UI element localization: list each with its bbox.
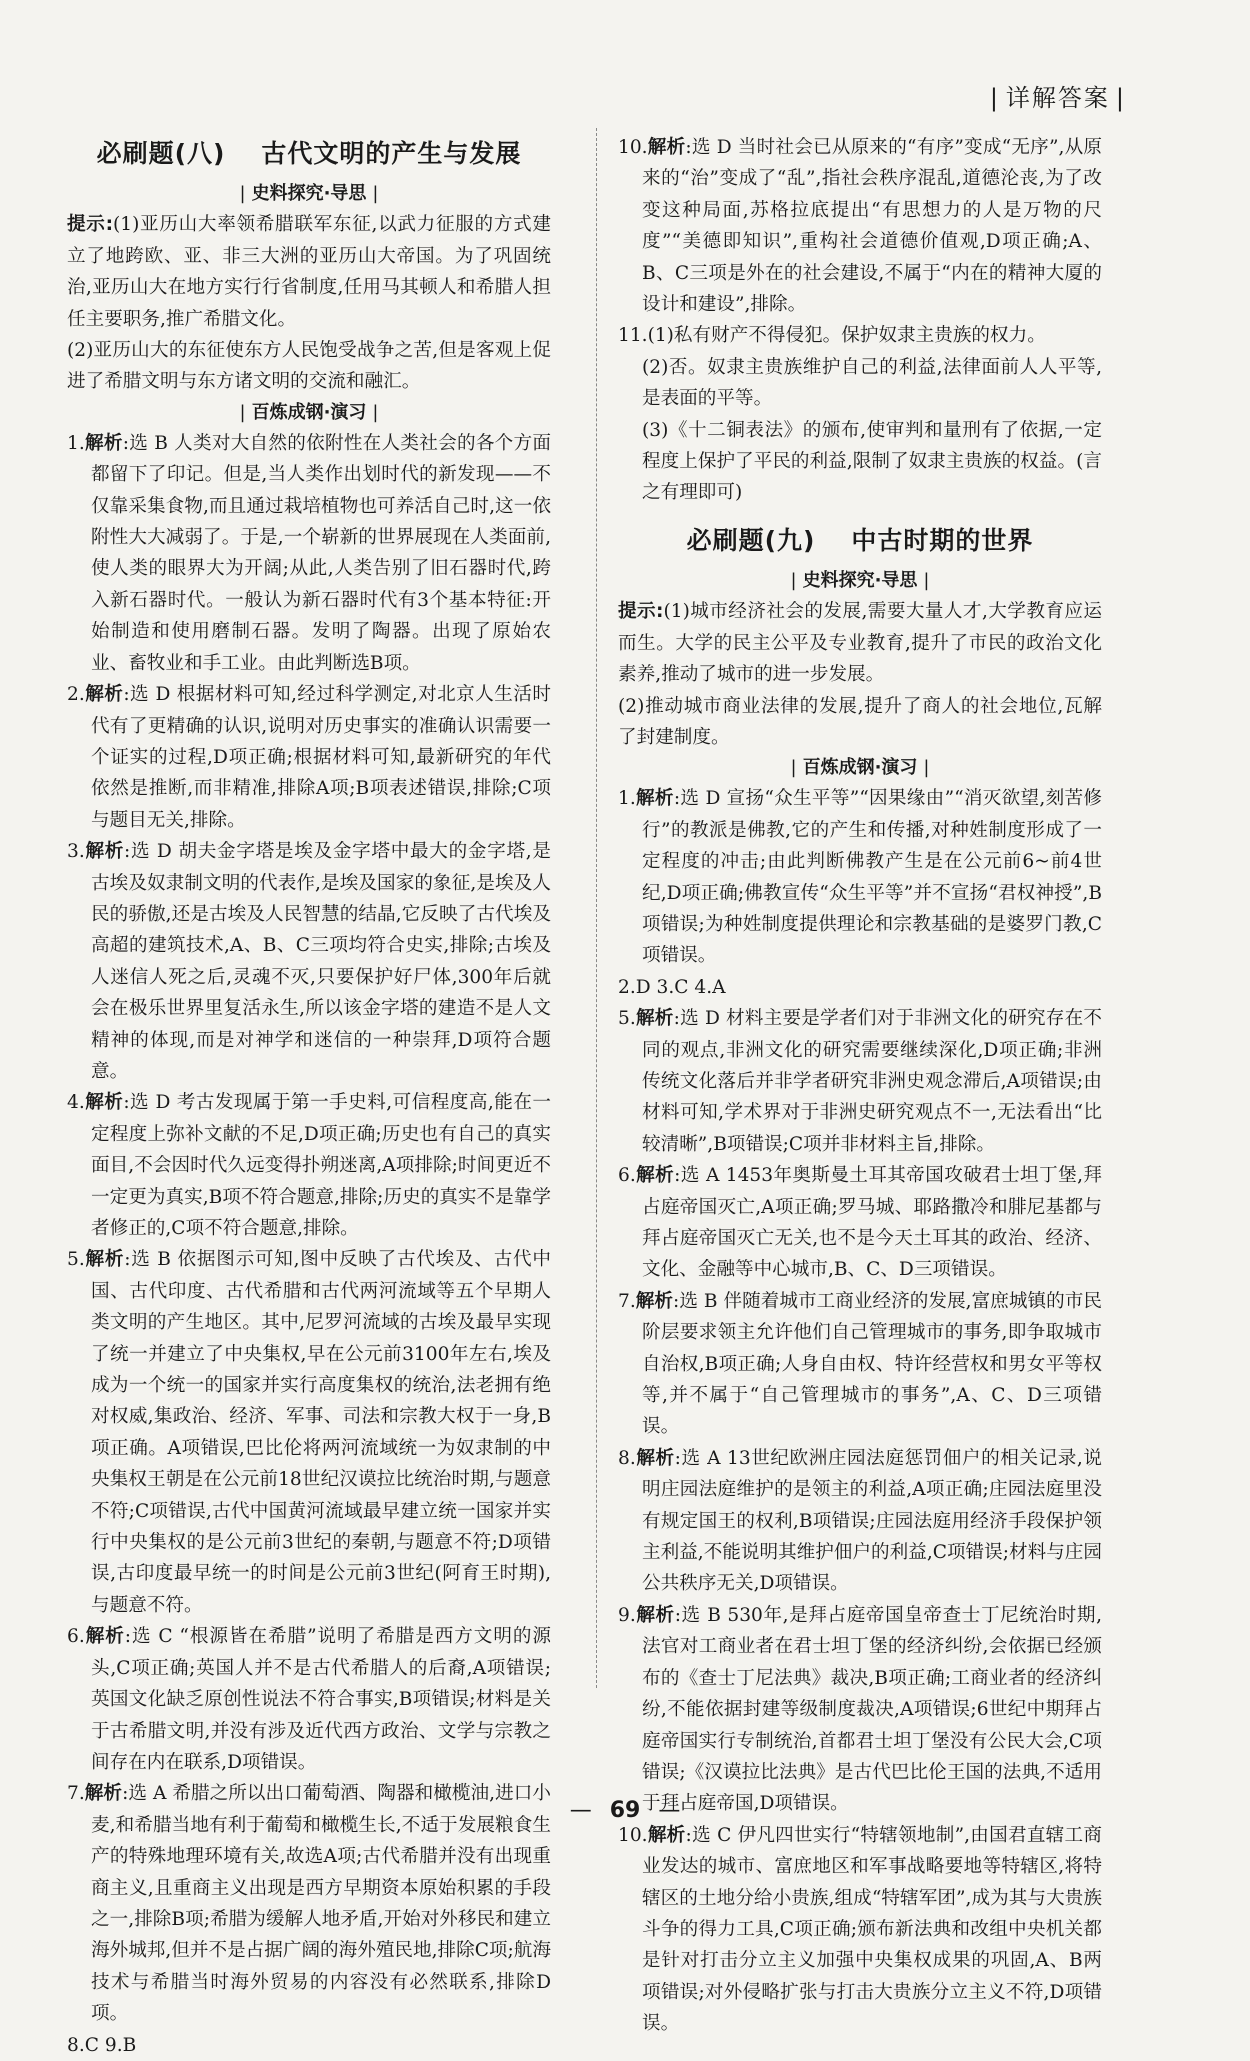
section-number: 必刷题(九) — [686, 525, 816, 555]
item-text: :选 D 考古发现属于第一手史料,可信程度高,能在一定程度上弥补文献的不足,D项正确;历史也有自己的真实面目,不会因时代久远变得扑朔迷离,A项排除;时间更近不一定更为真实,B项不符合题意,排除;历史的真实不是靠学者修正的,C项不符合题意,排除。 — [91, 1092, 551, 1239]
analysis-label: 解析 — [84, 684, 124, 706]
answer-item — [618, 1160, 1102, 1286]
answer-item — [618, 1003, 1102, 1160]
sub-heading-practice: | 百炼成钢·演习 | — [67, 398, 551, 428]
right-column — [618, 132, 1102, 2040]
answer-item — [67, 1244, 551, 1621]
item-text: :选 C “根源皆在希腊”说明了希腊是西方文明的源头,C项正确;英国人并不是古代希腊人的后裔,A项错误;英国文化缺乏原创性说法不符合事实,B项错误;材料是关于古希腊文明,并没有涉及近代西方政治、文学与宗教之间存在内在联系,D项错误。 — [91, 1626, 551, 1773]
item-text: :选 D 胡夫金字塔是埃及金字塔中最大的金字塔,是古埃及奴隶制文明的代表作,是埃及国家的象征,是埃及人民的骄傲,还是古埃及人民智慧的结晶,它反映了古代埃及高超的建筑技术,A、B、C三项均符合史实,排除;古埃及人迷信人死之后,灵魂不灭,只要保护好尸体,300年后就会在极乐世界里复活永生,所以该金字塔的建造不是人文精神的体现,而是对神学和迷信的一种崇拜,D项符合题意。 — [91, 841, 551, 1082]
answer-item — [618, 1286, 1102, 1443]
item-number: 10. — [618, 137, 648, 158]
answer-item — [618, 132, 1102, 320]
item-text: :选 B 530年,是拜占庭帝国皇帝查士丁尼统治时期,法官对工商业者在君士坦丁堡的经济纠纷,会依据已经颁布的《查士丁尼法典》裁决,B项正确;工商业者的经济纠纷,不能依据封建等级制度裁决,A项错误;6世纪中期拜占庭帝国实行专制统治,首都君士坦丁堡没有公民大会,C项错误;《汉谟拉比法典》是古代巴比伦王国的法典,不适用于拜占庭帝国,D项错误。 — [642, 1604, 1102, 1815]
section-title-8 — [67, 138, 551, 169]
item-number: 1. — [67, 432, 85, 454]
answer-key-header-tag: | 详解答案 | — [984, 78, 1132, 113]
page-number — [0, 1798, 1250, 1823]
hint-paragraph-1 — [618, 596, 1102, 690]
answer-item — [618, 1600, 1102, 1820]
page-number-value: 69 — [609, 1798, 641, 1823]
q11-part-1: 11.(1)私有财产不得侵犯。保护奴隶主贵族的权力。 — [618, 325, 1046, 347]
answer-list — [67, 428, 551, 2030]
item-text: :选 B 人类对大自然的依附性在人类社会的各个方面都留下了印记。但是,当人类作出划时代的新发现——不仅靠采集食物,而且通过栽培植物也可养活自己时,这一依附性大大减弱了。于是,一个崭新的世界展现在人类面前,使人类的眼界大为开阔;从此,人类告别了旧石器时代,跨入新石器时代。一般认为新石器时代有3个基本特征:开始制造和使用磨制石器。发明了陶器。出现了原始农业、畜牧业和手工业。由此判断选B项。 — [91, 432, 551, 674]
answer-item — [67, 428, 551, 679]
answer-item — [67, 836, 551, 1087]
q11-part-3: (3)《十二铜表法》的颁布,使审判和量刑有了依据,一定程度上保护了平民的利益,限制了奴隶主贵族的权益。(言之有理即可) — [642, 419, 1102, 504]
section-title-9 — [618, 525, 1102, 556]
analysis-label: 解析 — [647, 1824, 686, 1846]
item-text: :选 C 伊凡四世实行“特辖领地制”,由国君直辖工商业发达的城市、富庶地区和军事战略要地等特辖区,将特辖区的土地分给小贵族,组成“特辖军团”,成为其与大贵族斗争的得力工具,C项正确;颁布新法典和改组中央机关都是针对打击分立主义加强中央集权成果的巩固,A、B两项错误;对外侵略扩张与打击大贵族分立主义不符,D项错误。 — [642, 1824, 1102, 2035]
item-number: 9. — [618, 1604, 636, 1626]
item-number: 10. — [618, 1824, 648, 1846]
short-answers-left: 8.C 9.B — [67, 2034, 137, 2056]
item-number: 4. — [67, 1092, 85, 1114]
analysis-label: 解析 — [647, 137, 686, 158]
item-text: :选 D 宣扬“众生平等”“因果缘由”“消灭欲望,刻苦修行”的教派是佛教,它的产生和传播,对种姓制度形成了一定程度的冲击;由此判断佛教产生是在公元前6~前4世纪,D项正确;佛教宣传“众生平等”并不宣扬“君权神授”,B项错误;为种姓制度提供理论和宗教基础的是婆罗门教,C项错误。 — [642, 788, 1102, 967]
item-number: 5. — [618, 1008, 636, 1030]
answer-item — [618, 1443, 1102, 1600]
sub-heading-inquiry: | 史料探究·导思 | — [618, 566, 1102, 596]
analysis-label: 解析 — [84, 1092, 124, 1114]
analysis-label: 解析 — [84, 1626, 125, 1648]
answer-item — [67, 679, 551, 836]
item-number: 2. — [67, 684, 85, 706]
item-number: 7. — [618, 1290, 636, 1312]
item-number: 1. — [618, 788, 636, 810]
answer-item — [67, 1087, 551, 1244]
analysis-label: 解析 — [635, 1165, 675, 1187]
item-number: 7. — [67, 1783, 85, 1805]
section-topic: 古代文明的产生与发展 — [261, 139, 522, 168]
item-number: 5. — [67, 1249, 85, 1271]
answer-item — [67, 1621, 551, 1778]
item-number: 3. — [67, 841, 85, 863]
hint-paragraph-2: (2)推动城市商业法律的发展,提升了商人的社会地位,瓦解了封建制度。 — [618, 695, 1102, 748]
hint-label: 提示: — [618, 601, 664, 623]
section-topic: 中古时期的世界 — [851, 525, 1034, 555]
item-number: 6. — [618, 1165, 636, 1187]
item-text: :选 A 13世纪欧洲庄园法庭惩罚佃户的相关记录,说明庄园法庭维护的是领主的利益,A项正确;庄园法庭里没有规定国王的权利,B项错误;庄园法庭用经济手段保护领主利益,不能说明其维护佃户的利益,C项错误;材料与庄园公共秩序无关,D项错误。 — [642, 1447, 1102, 1595]
analysis-label: 解析 — [635, 1008, 674, 1030]
section-number: 必刷题(八) — [96, 139, 226, 168]
item-text: :选 D 材料主要是学者们对于非洲文化的研究存在不同的观点,非洲文化的研究需要继续深化,D项正确;非洲传统文化落后并非学者研究非洲史观念滞后,A项错误;由材料可知,学术界对于非洲史研究观点不一,无法看出“比较清晰”,B项错误;C项并非材料主旨,排除。 — [642, 1008, 1102, 1155]
item-text: :选 A 希腊之所以出口葡萄酒、陶器和橄榄油,进口小麦,和希腊当地有利于葡萄和橄榄生长,不适于发展粮食生产的特殊地理环境有关,故选A项;古代希腊并没有出现重商主义,且重商主义出现是西方早期资本原始积累的手段之一,排除B项;希腊为缓解人地矛盾,开始对外移民和建立海外城邦,但并不是占据广阔的海外殖民地,排除C项;航海技术与希腊当时海外贸易的内容没有必然联系,排除D项。 — [91, 1783, 551, 2025]
column-divider — [596, 128, 597, 1688]
sub-heading-practice: | 百炼成钢·演习 | — [618, 753, 1102, 783]
analysis-label: 解析 — [84, 1249, 125, 1271]
hint-text: (1)城市经济社会的发展,需要大量人才,大学教育应运而生。大学的民主公平及专业教育,提升了市民的政治文化素养,推动了城市的进一步发展。 — [618, 601, 1102, 686]
answer-item — [618, 783, 1102, 971]
item-text: :选 B 依据图示可知,图中反映了古代埃及、古代中国、古代印度、古代希腊和古代两河流域等五个早期人类文明的产生地区。其中,尼罗河流域的古埃及最早实现了统一并建立了中央集权,早在公元前3100年左右,埃及成为一个统一的国家并实行高度集权的统治,法老拥有绝对权威,集政治、经济、军事、司法和宗教大权于一身,B项正确。A项错误,巴比伦将两河流域统一为奴隶制的中央集权王朝是在公元前18世纪汉谟拉比统治时期,与题意不符;C项错误,古代中国黄河流域最早建立统一国家并实行中央集权的是公元前3世纪的秦朝,与题意不符;D项错误,古印度最早统一的时间是公元前3世纪(阿育王时期),与题意不符。 — [91, 1249, 551, 1616]
analysis-label: 解析 — [84, 841, 125, 863]
hint-paragraph-1 — [67, 209, 551, 335]
item-text: :选 B 伴随着城市工商业经济的发展,富庶城镇的市民阶层要求领主允许他们自己管理城市的事务,即争取城市自治权,B项正确;人身自由权、特许经营权和男女平等权等,并不属于“自己管理城市的事务”,A、C、D三项错误。 — [642, 1290, 1102, 1438]
sub-heading-inquiry: | 史料探究·导思 | — [67, 179, 551, 209]
left-column — [67, 132, 551, 2061]
item-number: 8. — [618, 1447, 636, 1469]
hint-text: (1)亚历山大率领希腊联军东征,以武力征服的方式建立了地跨欧、亚、非三大洲的亚历山大帝国。为了巩固统治,亚历山大在地方实行行省制度,任用马其顿人和希腊人担任主要职务,推广希腊文化。 — [67, 214, 552, 330]
hint-paragraph-2: (2)亚历山大的东征使东方人民饱受战争之苦,但是客观上促进了希腊文明与东方诸文明的交流和融汇。 — [67, 340, 551, 393]
hint-label: 提示: — [67, 214, 114, 236]
item-number: 6. — [67, 1626, 85, 1648]
analysis-label: 解析 — [635, 1290, 674, 1312]
analysis-label: 解析 — [635, 1447, 675, 1469]
analysis-label: 解析 — [635, 788, 674, 810]
answer-item — [618, 1820, 1102, 2040]
item-text: :选 D 当时社会已从原来的“有序”变成“无序”,从原来的“治”变成了“乱”,指社会秩序混乱,道德沦丧,为了改变这种局面,苏格拉底提出“有思想力的人是万物的尺度”“美德即知识”,重构社会道德价值观,D项正确;A、B、C三项是外在的社会建设,不属于“内在的精神大厦的设计和建设”,排除。 — [642, 137, 1102, 316]
q11-part-2: (2)否。奴隶主贵族维护自己的利益,法律面前人人平等,是表面的平等。 — [642, 356, 1102, 410]
item-text: :选 D 根据材料可知,经过科学测定,对北京人生活时代有了更精确的认识,说明对历史事实的准确认识需要一个证实的过程,D项正确;根据材料可知,最新研究的年代依然是推断,而非精准,排除A项;B项表述错误,排除;C项与题目无关,排除。 — [91, 684, 551, 831]
item-text: :选 A 1453年奥斯曼土耳其帝国攻破君士坦丁堡,拜占庭帝国灭亡,A项正确;罗马城、耶路撒冷和腓尼基都与拜占庭帝国灭亡无关,也不是今天土耳其的政治、经济、文化、金融等中心城市,B、C、D三项错误。 — [642, 1165, 1102, 1281]
analysis-label: 解析 — [84, 432, 123, 454]
short-answers-right: 2.D 3.C 4.A — [618, 976, 726, 998]
analysis-label: 解析 — [84, 1783, 123, 1805]
analysis-label: 解析 — [635, 1604, 675, 1626]
